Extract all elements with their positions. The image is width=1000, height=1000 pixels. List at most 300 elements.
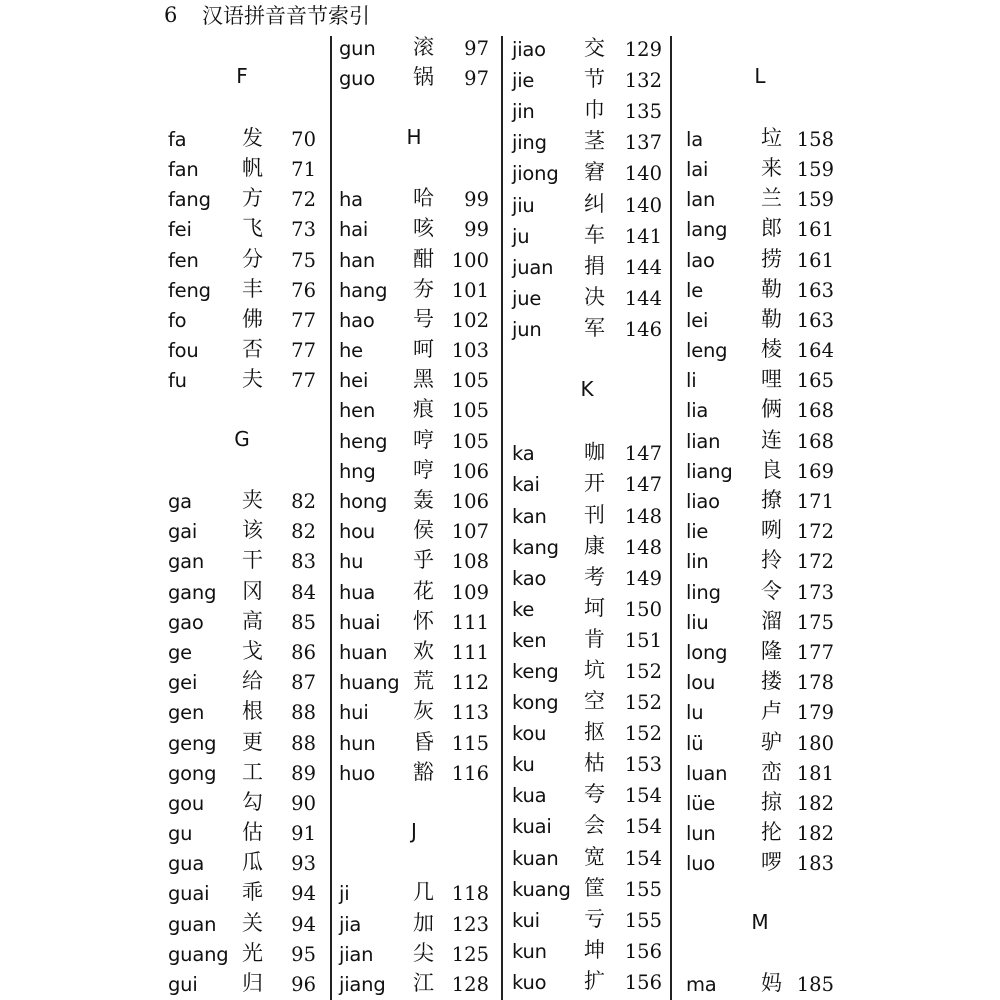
pinyin-syllable: liang — [686, 459, 733, 483]
index-entry — [686, 638, 834, 668]
pinyin-syllable: kua — [512, 784, 547, 808]
index-entry — [339, 426, 489, 456]
index-entry — [339, 64, 489, 94]
index-entry — [339, 608, 489, 638]
index-entry — [512, 594, 662, 625]
page-reference: 70 — [291, 127, 316, 151]
pinyin-syllable: guo — [339, 67, 376, 91]
page-reference: 152 — [624, 722, 662, 746]
index-entry — [686, 698, 834, 728]
index-entry — [512, 532, 662, 563]
pinyin-syllable: hui — [339, 701, 369, 725]
example-character: 节 — [584, 67, 605, 92]
index-entry — [686, 608, 834, 638]
pinyin-syllable: fang — [168, 188, 211, 212]
page-reference: 85 — [291, 610, 316, 634]
example-character: 滚 — [413, 35, 434, 60]
page-reference: 163 — [796, 278, 834, 302]
example-character: 飞 — [242, 216, 263, 241]
pinyin-syllable: gou — [168, 791, 205, 815]
pinyin-syllable: huo — [339, 761, 376, 785]
pinyin-syllable: jue — [512, 286, 542, 310]
example-character: 肯 — [584, 626, 605, 651]
pinyin-syllable: gen — [168, 701, 205, 725]
example-character: 夯 — [413, 276, 434, 301]
page-reference: 151 — [624, 628, 662, 652]
index-entry — [339, 487, 489, 517]
index-entry — [339, 517, 489, 547]
pinyin-syllable: le — [686, 278, 704, 302]
page-reference: 72 — [291, 188, 316, 212]
page-reference: 140 — [624, 193, 662, 217]
pinyin-syllable: lang — [686, 218, 728, 242]
pinyin-syllable: han — [339, 248, 376, 272]
example-character: 纠 — [584, 191, 605, 216]
index-entry — [168, 608, 316, 638]
example-character: 咖 — [584, 440, 605, 465]
index-entry — [168, 970, 316, 1000]
index-entry — [168, 849, 316, 879]
pinyin-syllable: ka — [512, 442, 535, 466]
example-character: 夸 — [584, 782, 605, 807]
page-reference: 168 — [796, 399, 834, 423]
spacer-row — [168, 94, 316, 124]
example-character: 昏 — [413, 729, 434, 754]
example-character: 冈 — [242, 578, 263, 603]
index-entry — [686, 366, 834, 396]
index-entry — [686, 849, 834, 879]
pinyin-syllable: ling — [686, 580, 721, 604]
index-entry — [168, 215, 316, 245]
index-entry — [512, 127, 662, 158]
example-character: 撩 — [761, 488, 782, 512]
page-reference: 93 — [291, 852, 316, 876]
pinyin-syllable: guan — [168, 912, 217, 936]
index-entry — [168, 728, 316, 758]
example-character: 勾 — [242, 789, 263, 814]
page-reference: 171 — [796, 490, 834, 513]
pinyin-syllable: huan — [339, 640, 388, 664]
pinyin-syllable: guang — [168, 942, 229, 966]
example-character: 窘 — [584, 160, 605, 185]
page-reference: 141 — [624, 224, 662, 248]
page-reference: 154 — [624, 815, 662, 839]
example-character: 抡 — [761, 820, 782, 845]
section-letter-row — [686, 64, 834, 94]
page-reference: 180 — [796, 731, 834, 755]
example-character: 妈 — [761, 971, 782, 995]
page-reference: 181 — [796, 761, 834, 785]
example-character: 号 — [413, 306, 434, 331]
pinyin-syllable: kong — [512, 691, 559, 715]
index-entry — [686, 487, 834, 517]
example-character: 帆 — [242, 155, 263, 180]
pinyin-syllable: gai — [168, 520, 198, 544]
spacer-row — [686, 879, 834, 909]
pinyin-syllable: li — [686, 369, 697, 393]
index-entry — [512, 500, 662, 531]
example-character: 峦 — [761, 759, 782, 784]
section-letter: G — [234, 426, 250, 451]
page-reference: 144 — [624, 255, 662, 279]
page-reference: 100 — [451, 248, 489, 272]
example-character: 决 — [584, 284, 605, 309]
pinyin-syllable: luo — [686, 852, 716, 876]
page-reference: 111 — [451, 640, 489, 664]
pinyin-syllable: gao — [168, 610, 204, 634]
example-character: 灰 — [413, 699, 434, 724]
example-character: 棱 — [761, 337, 782, 362]
pinyin-syllable: gong — [168, 761, 217, 785]
index-entry — [512, 158, 662, 189]
page-reference: 163 — [796, 308, 834, 332]
page-reference: 156 — [624, 939, 662, 963]
pinyin-syllable: kou — [512, 722, 547, 746]
pinyin-syllable: kuai — [512, 815, 552, 839]
index-entry — [339, 970, 489, 1000]
index-entry — [686, 276, 834, 306]
example-character: 拎 — [761, 548, 782, 573]
example-character: 乖 — [242, 880, 263, 905]
page-reference: 153 — [624, 753, 662, 777]
example-character: 侯 — [413, 518, 434, 543]
pinyin-syllable: hao — [339, 308, 375, 332]
pinyin-syllable: lun — [686, 822, 716, 846]
pinyin-syllable: he — [339, 339, 363, 363]
example-character: 考 — [584, 564, 605, 589]
pinyin-syllable: kai — [512, 473, 540, 497]
index-entry — [512, 34, 662, 65]
example-character: 筐 — [584, 875, 605, 900]
pinyin-syllable: keng — [512, 659, 559, 683]
spacer-row — [686, 940, 834, 970]
page-reference: 112 — [451, 671, 489, 695]
example-character: 江 — [413, 971, 434, 995]
index-entry — [686, 668, 834, 698]
example-character: 痕 — [413, 397, 434, 422]
example-character: 估 — [242, 820, 263, 845]
example-character: 瓜 — [242, 850, 263, 875]
page-reference: 128 — [451, 973, 489, 996]
pinyin-syllable: liao — [686, 490, 720, 513]
pinyin-syllable: fa — [168, 127, 187, 151]
index-entry — [686, 547, 834, 577]
example-character: 扩 — [584, 968, 605, 993]
index-entry — [168, 909, 316, 939]
spacer-row — [339, 155, 489, 185]
index-entry — [168, 759, 316, 789]
page-reference: 75 — [291, 248, 316, 272]
pinyin-syllable: jie — [512, 69, 535, 93]
pinyin-syllable: geng — [168, 731, 217, 755]
column-divider — [670, 36, 672, 1000]
index-entry — [168, 547, 316, 577]
example-character: 宽 — [584, 844, 605, 869]
page-reference: 97 — [464, 37, 489, 61]
index-entry — [686, 457, 834, 487]
example-character: 几 — [413, 880, 434, 905]
example-character: 搂 — [761, 669, 782, 694]
pinyin-syllable: kuang — [512, 877, 571, 901]
page-number: 6 — [164, 3, 178, 27]
page-reference: 154 — [624, 784, 662, 808]
example-character: 俩 — [761, 397, 782, 422]
pinyin-syllable: kuan — [512, 846, 559, 870]
example-character: 根 — [242, 699, 263, 724]
section-letter-row — [168, 64, 316, 94]
page-reference: 182 — [796, 822, 834, 846]
index-entry — [168, 276, 316, 306]
page-reference: 116 — [451, 761, 489, 785]
index-entry — [339, 698, 489, 728]
page-reference: 89 — [291, 761, 316, 785]
page-reference: 147 — [624, 473, 662, 497]
spacer-row — [686, 34, 834, 64]
pinyin-syllable: hai — [339, 218, 369, 242]
spacer-row — [339, 849, 489, 879]
example-character: 欢 — [413, 638, 434, 663]
example-character: 坤 — [584, 937, 605, 962]
page-reference: 99 — [464, 188, 489, 212]
example-character: 关 — [242, 910, 263, 935]
example-character: 尖 — [413, 940, 434, 965]
example-character: 乎 — [413, 548, 434, 573]
pinyin-syllable: hang — [339, 278, 388, 302]
example-character: 呵 — [413, 337, 434, 362]
section-letter: J — [411, 819, 417, 844]
index-entry — [686, 577, 834, 607]
page-reference: 158 — [796, 127, 834, 151]
example-character: 来 — [761, 155, 782, 180]
example-character: 溜 — [761, 608, 782, 633]
index-entry — [512, 749, 662, 780]
pinyin-syllable: ken — [512, 628, 547, 652]
page-reference: 109 — [451, 580, 489, 604]
pinyin-syllable: ma — [686, 973, 717, 996]
pinyin-syllable: fu — [168, 369, 187, 393]
pinyin-syllable: gu — [168, 822, 193, 846]
page-reference: 115 — [451, 731, 489, 755]
index-entry — [168, 185, 316, 215]
page-reference: 90 — [291, 791, 316, 815]
pinyin-syllable: kan — [512, 504, 547, 528]
example-character: 刊 — [584, 502, 605, 527]
page-reference: 168 — [796, 429, 834, 453]
example-character: 否 — [242, 337, 263, 362]
page-reference: 87 — [291, 671, 316, 695]
pinyin-syllable: jiang — [339, 973, 386, 996]
pinyin-syllable: ji — [339, 882, 350, 906]
pinyin-syllable: ge — [168, 640, 192, 664]
page-reference: 76 — [291, 278, 316, 302]
page-reference: 152 — [624, 659, 662, 683]
pinyin-syllable: jiu — [512, 193, 535, 217]
pinyin-syllable: jia — [339, 912, 362, 936]
page-reference: 99 — [464, 218, 489, 242]
pinyin-syllable: hei — [339, 369, 369, 393]
pinyin-syllable: lai — [686, 157, 709, 181]
index-entry — [512, 936, 662, 967]
index-entry — [512, 687, 662, 718]
example-character: 驴 — [761, 729, 782, 754]
index-entry — [512, 780, 662, 811]
column-divider — [330, 36, 332, 1000]
index-entry — [512, 905, 662, 936]
pinyin-syllable: ga — [168, 490, 192, 513]
example-character: 咳 — [413, 216, 434, 241]
pinyin-syllable: fou — [168, 339, 199, 363]
index-entry — [339, 668, 489, 698]
example-character: 掠 — [761, 789, 782, 814]
section-letter: K — [580, 377, 594, 402]
example-character: 发 — [242, 125, 263, 150]
page-reference: 140 — [624, 162, 662, 186]
page-reference: 161 — [796, 248, 834, 272]
pinyin-syllable: lao — [686, 248, 715, 272]
section-letter-row — [686, 909, 834, 939]
index-entry — [168, 125, 316, 155]
index-entry — [168, 487, 316, 517]
example-character: 空 — [584, 689, 605, 714]
index-entry — [168, 306, 316, 336]
page-reference: 161 — [796, 218, 834, 242]
pinyin-syllable: long — [686, 640, 728, 664]
example-character: 加 — [413, 910, 434, 935]
pinyin-syllable: guai — [168, 882, 210, 906]
index-column-3 — [512, 34, 662, 1000]
index-entry — [339, 577, 489, 607]
index-entry — [168, 366, 316, 396]
pinyin-syllable: hen — [339, 399, 376, 423]
index-entry — [168, 638, 316, 668]
pinyin-syllable: huai — [339, 610, 381, 634]
page-reference: 159 — [796, 157, 834, 181]
example-character: 康 — [584, 533, 605, 558]
index-entry — [686, 245, 834, 275]
example-character: 卢 — [761, 699, 782, 724]
pinyin-syllable: jing — [512, 131, 547, 155]
index-entry — [512, 252, 662, 283]
index-column-2 — [339, 34, 489, 1000]
page-reference: 77 — [291, 308, 316, 332]
page-reference: 148 — [624, 504, 662, 528]
pinyin-syllable: jiao — [512, 38, 546, 62]
example-character: 工 — [242, 759, 263, 784]
pinyin-syllable: feng — [168, 278, 211, 302]
index-entry — [512, 65, 662, 96]
page-reference: 101 — [451, 278, 489, 302]
page-reference: 118 — [451, 882, 489, 906]
page-reference: 82 — [291, 520, 316, 544]
index-entry — [339, 638, 489, 668]
example-character: 连 — [761, 427, 782, 452]
pinyin-syllable: jian — [339, 942, 374, 966]
index-entry — [512, 283, 662, 314]
page-reference: 182 — [796, 791, 834, 815]
page-reference: 125 — [451, 942, 489, 966]
pinyin-syllable: lia — [686, 399, 709, 423]
pinyin-syllable: leng — [686, 339, 728, 363]
example-character: 啰 — [761, 850, 782, 875]
pinyin-syllable: hou — [339, 520, 376, 544]
index-entry — [686, 789, 834, 819]
page-reference: 156 — [624, 970, 662, 994]
index-entry — [339, 457, 489, 487]
pinyin-syllable: heng — [339, 429, 388, 453]
page-reference: 179 — [796, 701, 834, 725]
example-character: 丰 — [242, 276, 263, 301]
pinyin-syllable: gui — [168, 973, 198, 996]
section-letter-row — [339, 819, 489, 849]
pinyin-syllable: hng — [339, 459, 376, 483]
pinyin-syllable: kui — [512, 908, 540, 932]
index-entry — [512, 189, 662, 220]
page-reference: 88 — [291, 731, 316, 755]
page-reference: 73 — [291, 218, 316, 242]
pinyin-syllable: juan — [512, 255, 554, 279]
example-character: 令 — [761, 578, 782, 603]
pinyin-syllable: ke — [512, 597, 535, 621]
page-reference: 152 — [624, 691, 662, 715]
index-entry — [339, 185, 489, 215]
index-entry — [512, 314, 662, 345]
example-character: 归 — [242, 971, 263, 995]
index-column-4 — [686, 34, 834, 1000]
example-character: 更 — [242, 729, 263, 754]
page-title: 汉语拼音音节索引 — [202, 4, 370, 28]
index-entry — [512, 842, 662, 873]
example-character: 哼 — [413, 457, 434, 482]
index-entry — [168, 577, 316, 607]
section-letter-row — [512, 376, 662, 407]
page-reference: 159 — [796, 188, 834, 212]
pinyin-syllable: luan — [686, 761, 728, 785]
index-entry — [168, 336, 316, 366]
example-character: 郎 — [761, 216, 782, 241]
page-reference: 83 — [291, 550, 316, 574]
page-reference: 169 — [796, 459, 834, 483]
example-character: 会 — [584, 813, 605, 838]
index-entry — [339, 306, 489, 336]
page-reference: 95 — [291, 942, 316, 966]
example-character: 夫 — [242, 367, 263, 392]
page-reference: 94 — [291, 912, 316, 936]
section-letter-row — [339, 125, 489, 155]
page-reference: 102 — [451, 308, 489, 332]
pinyin-syllable: lü — [686, 731, 704, 755]
pinyin-syllable: hun — [339, 731, 376, 755]
index-entry — [512, 438, 662, 469]
index-column-1 — [168, 34, 316, 1000]
pinyin-syllable: fo — [168, 308, 187, 332]
index-entry — [686, 185, 834, 215]
example-character: 哼 — [413, 427, 434, 452]
index-entry — [339, 759, 489, 789]
page-reference: 97 — [464, 67, 489, 91]
example-character: 勒 — [761, 276, 782, 301]
index-entry — [339, 547, 489, 577]
page-reference: 175 — [796, 610, 834, 634]
index-entry — [339, 245, 489, 275]
index-entry — [512, 625, 662, 656]
pinyin-syllable: fen — [168, 248, 199, 272]
example-character: 巾 — [584, 98, 605, 123]
pinyin-syllable: hu — [339, 550, 364, 574]
page-reference: 96 — [291, 973, 316, 996]
index-entry — [686, 728, 834, 758]
index-entry — [339, 909, 489, 939]
example-character: 坑 — [584, 657, 605, 682]
